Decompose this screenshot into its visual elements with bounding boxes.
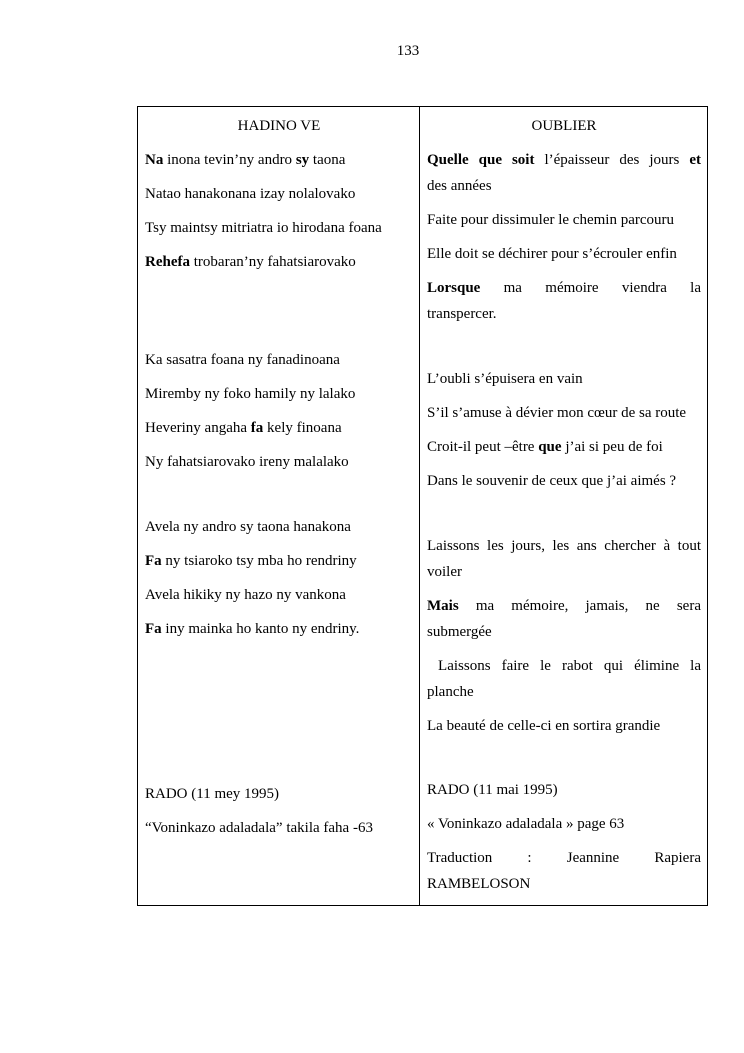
verse-line — [427, 173, 701, 199]
verse-line — [427, 559, 701, 585]
bold-text: Mais — [427, 598, 459, 614]
verse-paragraph — [145, 582, 413, 608]
verse-paragraph — [427, 366, 701, 392]
poem-table — [137, 106, 708, 906]
source-reference — [145, 781, 413, 849]
text: planche — [427, 684, 474, 700]
text: Laissons faire le rabot qui élimine la — [427, 658, 701, 674]
text: ma mémoire viendra la — [480, 280, 701, 296]
text: Tsy maintsy mitriatra io hirodana foana — [145, 220, 382, 236]
verse-line — [145, 347, 413, 373]
text: submergée — [427, 624, 492, 640]
bold-text: Lorsque — [427, 280, 481, 296]
text: Faite pour dissimuler le chemin parcouru — [427, 212, 675, 228]
verse-paragraph — [145, 381, 413, 407]
stanza-3 — [145, 514, 413, 650]
verse-paragraph — [427, 147, 701, 199]
text: La beauté de celle-ci en sortira grandie — [427, 718, 661, 734]
verse-line — [145, 781, 413, 807]
verse-paragraph — [145, 616, 413, 642]
verse-paragraph — [427, 275, 701, 327]
bold-text: Na — [145, 152, 164, 168]
text: S’il s’amuse à dévier mon cœur de sa route — [427, 405, 687, 421]
stanza-2 — [427, 366, 701, 502]
verse-line — [427, 679, 701, 705]
verse-paragraph — [145, 181, 413, 207]
verse-line — [427, 207, 701, 233]
verse-paragraph — [427, 713, 701, 739]
verse-line — [145, 582, 413, 608]
verse-line — [427, 301, 701, 327]
source-reference — [427, 777, 701, 905]
poem-table-row — [138, 107, 708, 906]
text: Laissons les jours, les ans chercher à tout — [427, 538, 701, 554]
verse-line — [145, 147, 413, 173]
verse-paragraph — [145, 347, 413, 373]
verse-line — [427, 241, 701, 267]
verse-paragraph — [145, 249, 413, 275]
text: j’ai si peu de foi — [561, 439, 663, 455]
text: “Voninkazo adaladala” takila faha -63 — [145, 820, 373, 836]
text: Avela hikiky ny hazo ny vankona — [145, 587, 346, 603]
poem-body-malagasy — [145, 147, 413, 849]
verse-paragraph — [145, 815, 413, 841]
text: RADO (11 mey 1995) — [145, 786, 280, 802]
verse-line — [427, 275, 701, 301]
verse-line — [427, 871, 701, 897]
verse-line — [427, 845, 701, 871]
verse-line — [427, 468, 701, 494]
verse-paragraph — [145, 147, 413, 173]
text: Avela ny andro sy taona hanakona — [145, 519, 351, 535]
verse-paragraph — [427, 241, 701, 267]
bold-text: Fa — [145, 621, 162, 637]
bold-text: fa — [250, 420, 264, 436]
text: Heveriny angaha — [145, 420, 251, 436]
verse-line — [427, 400, 701, 426]
verse-line — [427, 434, 701, 460]
verse-line — [145, 381, 413, 407]
text: trobaran’ny fahatsiarovako — [190, 254, 356, 270]
verse-line — [427, 777, 701, 803]
verse-paragraph — [145, 215, 413, 241]
text: ma mémoire, jamais, ne sera — [458, 598, 701, 614]
verse-line — [427, 147, 701, 173]
text: taona — [309, 152, 346, 168]
poem-column-malagasy — [138, 107, 420, 906]
text: Ny fahatsiarovako ireny malalako — [145, 454, 349, 470]
text: RAMBELOSON — [427, 876, 531, 892]
verse-line — [145, 616, 413, 642]
verse-paragraph — [145, 449, 413, 475]
verse-paragraph — [427, 593, 701, 645]
text: voiler — [427, 564, 462, 580]
verse-line — [145, 514, 413, 540]
verse-paragraph — [145, 415, 413, 441]
column-header-french: OUBLIER — [531, 118, 597, 134]
verse-line — [145, 415, 413, 441]
verse-line — [145, 181, 413, 207]
bold-text: Quelle que soit — [427, 152, 535, 168]
verse-paragraph — [427, 811, 701, 837]
verse-paragraph — [427, 777, 701, 803]
verse-line — [427, 619, 701, 645]
text: Croit-il peut –être — [427, 439, 539, 455]
text: Traduction : Jeannine Rapiera — [427, 850, 701, 866]
page-number: 133 — [396, 43, 420, 59]
stanza-3 — [427, 533, 701, 747]
poem-body-french — [427, 147, 701, 905]
text: Dans le souvenir de ceux que j’ai aimés ? — [427, 473, 677, 489]
column-header-malagasy: HADINO VE — [237, 118, 321, 134]
bold-text: Rehefa — [145, 254, 190, 270]
verse-paragraph — [427, 434, 701, 460]
verse-paragraph — [427, 653, 701, 705]
stanza-2 — [145, 347, 413, 483]
verse-paragraph — [145, 514, 413, 540]
verse-line — [145, 449, 413, 475]
stanza-1 — [427, 147, 701, 335]
verse-line — [427, 653, 701, 679]
text: l’épaisseur des jours — [534, 152, 690, 168]
verse-paragraph — [145, 781, 413, 807]
verse-paragraph — [427, 845, 701, 897]
verse-line — [427, 533, 701, 559]
verse-line — [145, 215, 413, 241]
verse-line — [427, 593, 701, 619]
text: inona tevin’ny andro — [163, 152, 296, 168]
text: ny tsiaroko tsy mba ho rendriny — [161, 553, 357, 569]
text: L’oubli s’épuisera en vain — [427, 371, 583, 387]
text: iny mainka ho kanto ny endriny. — [161, 621, 360, 637]
bold-text: sy — [295, 152, 310, 168]
verse-paragraph — [427, 207, 701, 233]
bold-text: Fa — [145, 553, 162, 569]
text: « Voninkazo adaladala » page 63 — [427, 816, 625, 832]
text: Ka sasatra foana ny fanadinoana — [145, 352, 340, 368]
verse-paragraph — [427, 400, 701, 426]
poem-column-french — [420, 107, 708, 906]
verse-line — [145, 815, 413, 841]
bold-text: que — [538, 439, 562, 455]
verse-line — [427, 713, 701, 739]
verse-line — [427, 366, 701, 392]
text: kely finoana — [263, 420, 342, 436]
text: RADO (11 mai 1995) — [427, 782, 558, 798]
verse-line — [427, 811, 701, 837]
verse-line — [145, 548, 413, 574]
verse-paragraph — [427, 533, 701, 585]
verse-line — [145, 249, 413, 275]
verse-paragraph — [427, 468, 701, 494]
text: Natao hanakonana izay nolalovako — [145, 186, 356, 202]
text: transpercer. — [427, 306, 497, 322]
stanza-1 — [145, 147, 413, 283]
bold-text: et — [689, 152, 701, 168]
verse-paragraph — [145, 548, 413, 574]
text: Miremby ny foko hamily ny lalako — [145, 386, 356, 402]
text: des années — [427, 178, 492, 194]
text: Elle doit se déchirer pour s’écrouler enfin — [427, 246, 677, 262]
